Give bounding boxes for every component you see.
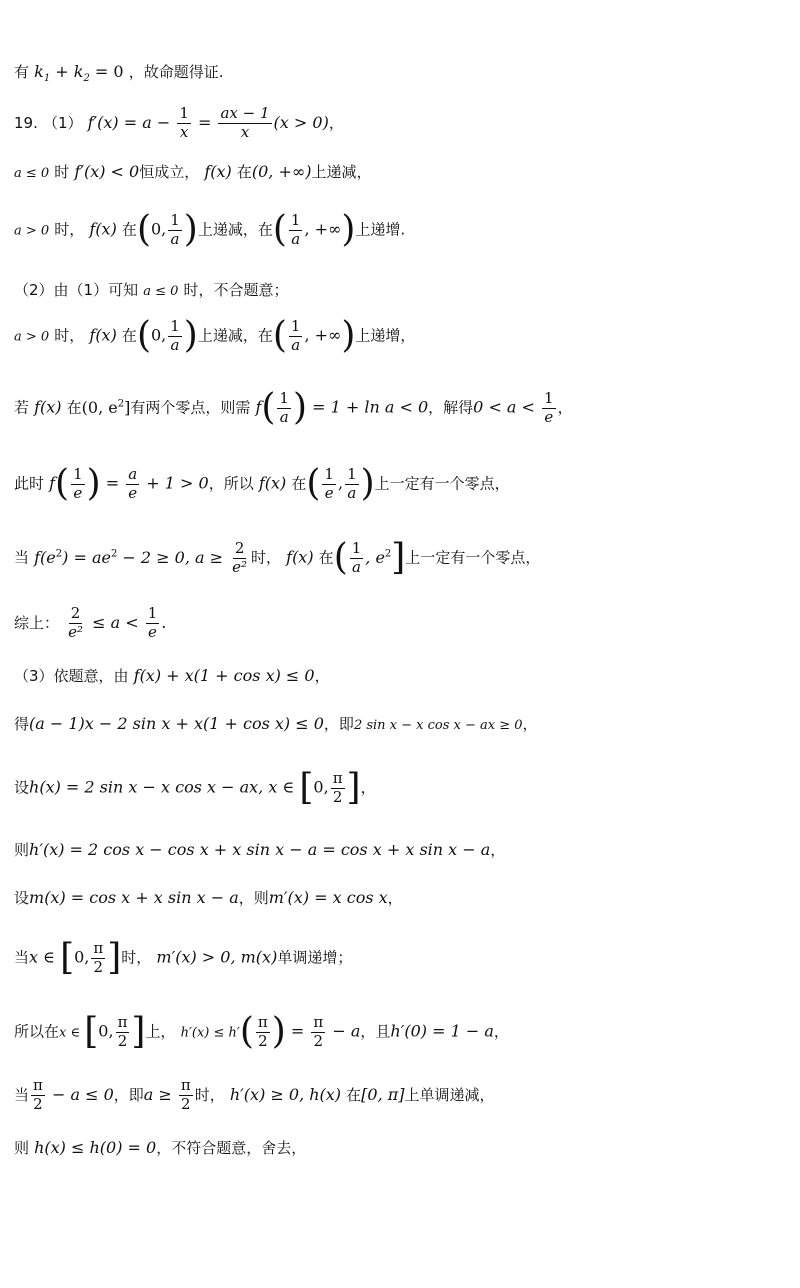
fraction: $\frac{1}{a}$ (170, 316, 180, 354)
fraction: $\frac{1}{a}$ (290, 210, 301, 248)
line-define-h: 设h(x) = 2 sin x − x cos x − ax, x ∈ [0, $\frac{\pi}{2}$ ]， (14, 767, 376, 808)
fraction: $\frac{1}{a}$ (290, 316, 301, 354)
line-case-a-large: 当 $\frac{\pi}{2}$ − a ≤ 0，即a ≥ $\frac{\pi}{2}$ 时， h′(x) ≥ 0, h(x) 在[0, π]上单调递减， (14, 1076, 495, 1113)
fraction: $\frac{1}{a}$ (170, 210, 180, 248)
line-q19-part1: 19. （1） f′(x) = a − $\frac{1}{x}$ = $\frac{ax - 1}{x}$ (x > 0)， (14, 104, 344, 141)
line-part3-intro: （3）依题意，由 f(x) + x(1 + cos x) ≤ 0， (14, 666, 330, 685)
fraction: $\frac{1}{e}$ (73, 464, 83, 502)
line-inequality-derivation: 得(a − 1)x − 2 sin x + x(1 + cos x) ≤ 0，即2 sin x − x cos x − ax ≥ 0， (14, 714, 538, 733)
line-zero-in-first-interval: 此时 f( $\frac{1}{e}$ ) = $\frac{a}{e}$ + 1 > 0，所以 f(x) 在( $\frac{1}{e}$ , $\frac{1}{a}$ )上一定有一个零点， (14, 463, 510, 504)
line-conclusion: 有 $k_1 + k_2 = 0$ ，故命题得证. (14, 62, 224, 85)
fraction: $\frac{1}{e}$ (147, 604, 158, 641)
fraction: $\frac{\pi}{2}$ (33, 1076, 43, 1113)
fraction: $\frac{ax - 1}{x}$ (220, 104, 270, 141)
fraction: $\frac{1}{a}$ (351, 538, 362, 576)
fraction: $\frac{a}{e}$ (128, 464, 138, 502)
line-define-m: 设m(x) = cos x + x sin x − a，则m′(x) = x cos x， (14, 888, 403, 907)
line-summary: 综上： $\frac{2}{\text{e²}}$ ≤ a < $\frac{1}{e}$ . (14, 604, 167, 641)
fraction: $\frac{\pi}{2}$ (257, 1012, 268, 1050)
fraction: $\frac{\pi}{2}$ (180, 1076, 191, 1113)
line-m-increasing: 当x ∈ [0, $\frac{\pi}{2}$ ]时， m′(x) > 0, m(x)单调递增； (14, 937, 353, 978)
line-part2-intro: （2）由（1）可知 a ≤ 0 时，不合题意； (14, 281, 289, 299)
fraction: $\frac{\pi}{2}$ (313, 1012, 324, 1050)
line-case-a-positive: a > 0 时， f(x) 在(0, $\frac{1}{a}$ )上递减，在( $\frac{1}{a}$ , +∞)上递增. (14, 209, 406, 250)
fraction: $\frac{1}{e}$ (544, 388, 554, 426)
line-two-zeros-condition: 若 f(x) 在(0, $e^2$]有两个零点，则需 f( $\frac{1}{a}$ ) = 1 + ln a < 0，解得0 < a < $\frac{1}{e}$ ， (14, 387, 573, 428)
fraction: $\frac{1}{a}$ (279, 388, 289, 426)
fraction: $\frac{1}{a}$ (347, 464, 357, 502)
line-case-a-nonpositive: a ≤ 0 时 f′(x) < 0恒成立， f(x) 在(0, +∞)上递减， (14, 162, 372, 181)
line-part2-monotonic: a > 0 时， f(x) 在(0, $\frac{1}{a}$ )上递减，在( $\frac{1}{a}$ , +∞)上递增， (14, 315, 416, 356)
line-h-derivative: 则h′(x) = 2 cos x − cos x + x sin x − a = cos x + x sin x − a， (14, 840, 506, 859)
line-h-prime-bound: 所以在x ∈ [0, $\frac{\pi}{2}$ ]上， h′(x) ≤ h′( $\frac{\pi}{2}$ ) = $\frac{\pi}{2}$ − a，且h′(0) = 1 − a， (14, 1011, 509, 1052)
fraction: $\frac{\pi}{2}$ (93, 938, 104, 976)
fraction: $\frac{\pi}{2}$ (117, 1012, 128, 1050)
fraction: $\frac{\pi}{2}$ (332, 768, 343, 806)
fraction: $\frac{1}{x}$ (179, 104, 189, 141)
line-reject-case: 则 h(x) ≤ h(0) = 0，不符合题意，舍去， (14, 1138, 307, 1157)
fraction: $\frac{2}{\text{e²}}$ (68, 604, 83, 641)
fraction: $\frac{1}{e}$ (324, 464, 334, 502)
fraction: $\frac{2}{\text{e²}}$ (232, 538, 248, 576)
line-zero-in-second-interval: 当 $f(e^2) = ae^2 - 2 \ge 0$, a ≥ $\frac{2}{\text{e²}}$ 时， f(x) 在( $\frac{1}{a}$ , $e^2$]上一定有一个零点， (14, 537, 541, 578)
question-number: 19. (14, 113, 38, 132)
